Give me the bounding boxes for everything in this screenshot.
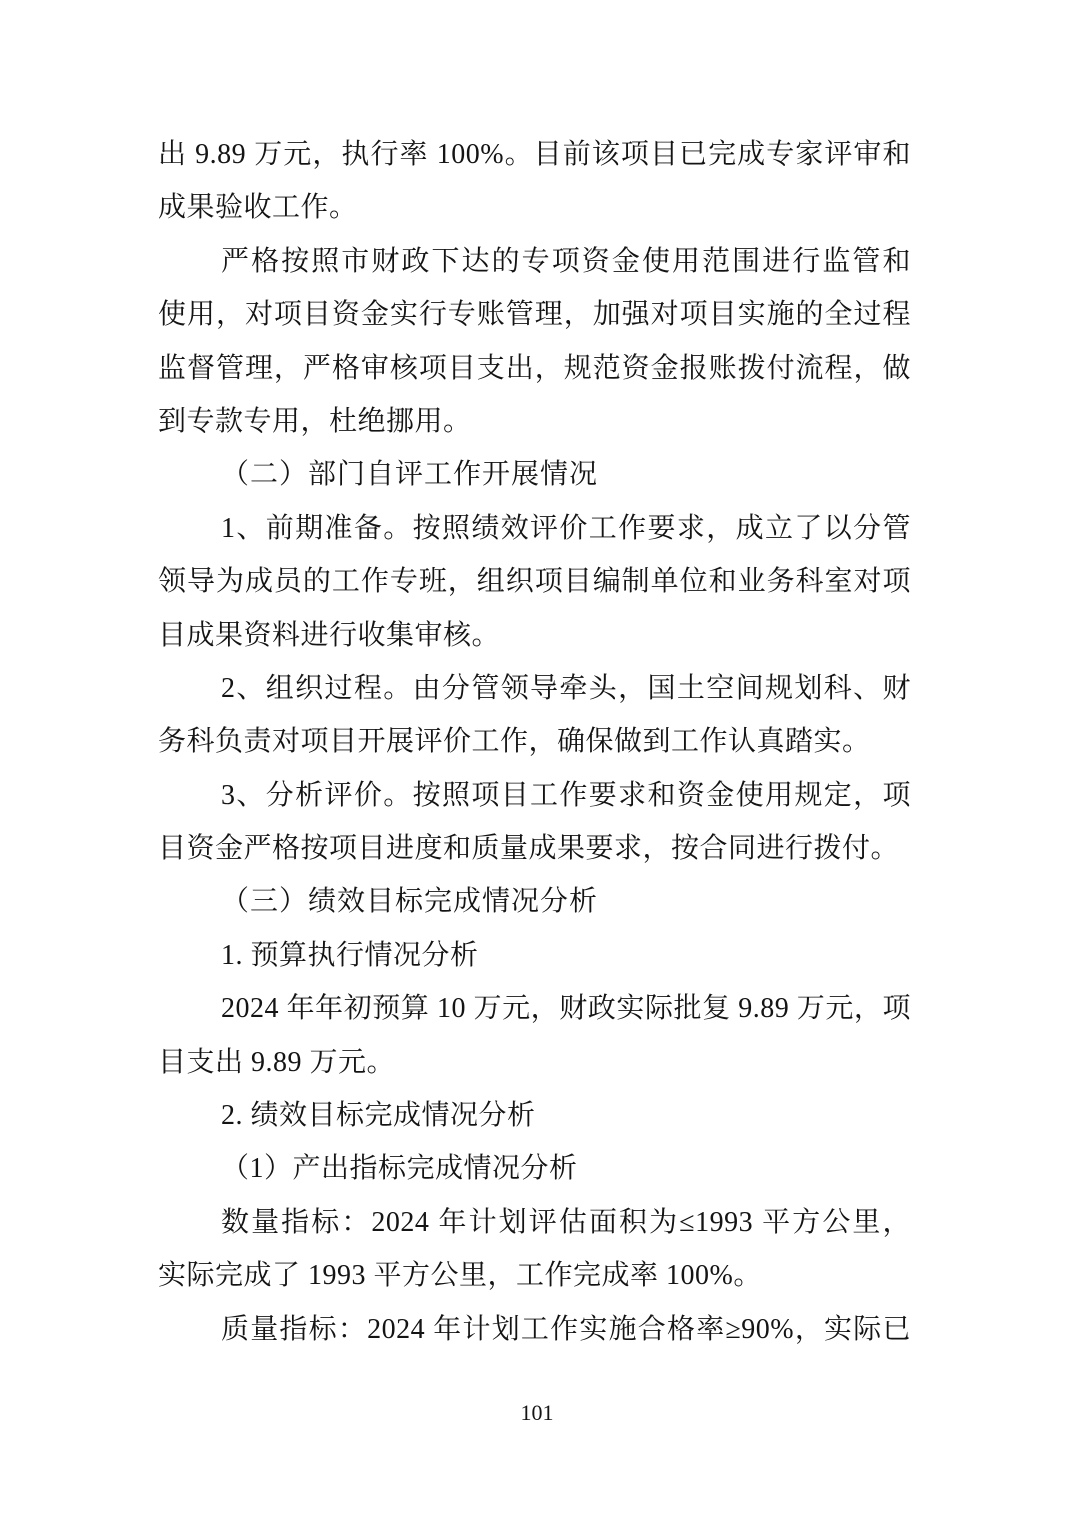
- text-line: 3、分析评价。按照项目工作要求和资金使用规定，项: [221, 779, 911, 811]
- text-line: 目支出 9.89 万元。: [158, 1046, 396, 1078]
- heading-line: （三）绩效目标完成情况分析: [221, 886, 599, 918]
- text-line: 2. 绩效目标完成情况分析: [221, 1100, 536, 1132]
- text-line: 实际完成了 1993 平方公里，工作完成率 100%。: [158, 1260, 762, 1292]
- text-line: 2024 年年初预算 10 万元，财政实际批复 9.89 万元，项: [221, 993, 911, 1025]
- text-line: 出 9.89 万元，执行率 100%。目前该项目已完成专家评审和: [158, 139, 911, 170]
- text-line: 到专款专用，杜绝挪用。: [158, 405, 472, 437]
- text-line: 使用，对项目资金实行专账管理，加强对项目实施的全过程: [158, 299, 911, 331]
- text-line: 务科负责对项目开展评价工作，确保做到工作认真踏实。: [158, 726, 871, 758]
- text-line: 数量指标：2024 年计划评估面积为≤1993 平方公里，: [221, 1206, 911, 1238]
- heading-line: （二）部门自评工作开展情况: [221, 459, 599, 491]
- text-line: 严格按照市财政下达的专项资金使用范围进行监管和: [221, 245, 911, 277]
- text-line: 成果验收工作。: [158, 192, 358, 224]
- text-line: 1. 预算执行情况分析: [221, 939, 479, 971]
- text-line: 2、组织过程。由分管领导牵头，国土空间规划科、财: [221, 672, 911, 704]
- text-line: 领导为成员的工作专班，组织项目编制单位和业务科室对项: [158, 566, 911, 598]
- text-line: 目成果资料进行收集审核。: [158, 619, 501, 651]
- page-number: 101: [520, 1400, 554, 1425]
- text-line: （1）产出指标完成情况分析: [221, 1153, 578, 1185]
- text-line: 目资金严格按项目进度和质量成果要求，按合同进行拨付。: [158, 833, 900, 865]
- text-line: 1、前期准备。按照绩效评价工作要求，成立了以分管: [221, 512, 911, 544]
- text-line: 监督管理，严格审核项目支出，规范资金报账拨付流程，做: [158, 352, 911, 384]
- document-body: [158, 128, 911, 1356]
- text-line: 质量指标：2024 年计划工作实施合格率≥90%，实际已: [221, 1313, 911, 1345]
